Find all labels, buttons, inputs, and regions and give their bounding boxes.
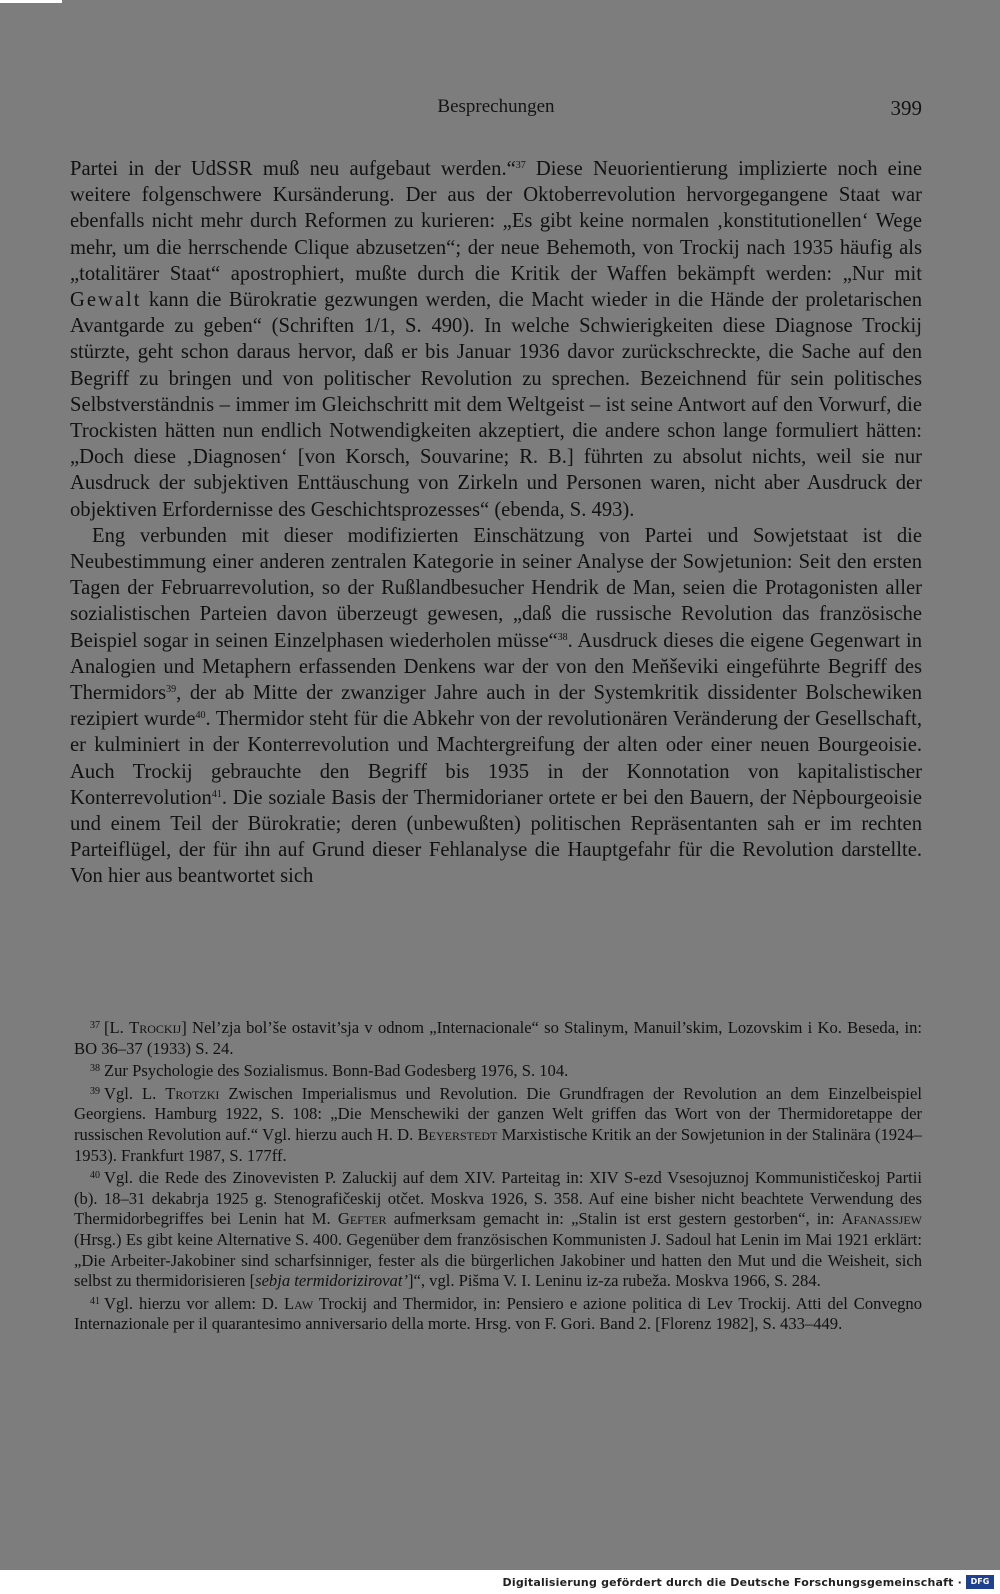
footnote-number: 39 <box>90 1085 100 1097</box>
page-number: 399 <box>890 96 922 120</box>
author-name: Trotzki <box>165 1083 220 1103</box>
funding-note: Digitalisierung gefördert durch die Deutsche Forschungsgemeinschaft · <box>502 1576 962 1589</box>
text-run: Eng verbunden mit dieser modifizierten Einschätzung von Partei und Sowjetstaat ist die Neubestimmung einer anderen zentralen Kategorie in seiner Analyse der Sowjetunion: Seit den ersten Tagen der Februarrevolution, so der Rußlandbesucher Hendrik de Man, seien die Protagonisten aller sozialistischen Parteien davon überzeugt gewesen, „daß die russische Revolution das französische Beispiel sogar in seinen Einzelphasen wiederholen müsse“ <box>70 524 922 652</box>
text-run: . Die soziale Basis der Thermidorianer ortete er bei den Bauern, der Nėpbourgeoisie und einem Teil der Bürokratie; deren (unbewußten) politischen Repräsentanten sah er im rechten Parteiflügel, der für ihn auf Grund dieser Fehlanalyse die Hauptgefahr für die Revolution darstellte. Von hier aus beantwortet sich <box>70 786 922 888</box>
footnote-ref: 39 <box>166 684 177 696</box>
italic-quote: sebja termidorizirovat’ <box>255 1271 408 1291</box>
text-run: Diese Neuorientierung implizierte noch eine weitere folgenschwere Kursänderung. Der aus der Oktoberrevolution hervorgegangene Staat war ebenfalls nicht mehr durch Reformen zu kurieren: „Es gibt keine normalen ‚konstitutionellen‘ Wege mehr, um die herrschende Clique abzusetzen“; der neue Behemoth, von Trockij nach 1935 häufig als „totalitärer Staat“ apostrophiert, mußte durch die Kritik der Waffen bekämpft werden: „Nur mit <box>70 158 922 285</box>
footnote-text: Zur Psychologie des Sozialismus. Bonn-Bad Godesberg 1976, S. 104. <box>104 1061 569 1081</box>
footnote-text: Vgl. die Rede des Zinovevisten P. Zaluckij auf dem XIV. Parteitag in: XIV S-ezd Vsesojuznoj Kommunističeskoj Partii (b). 18–31 dekabrja 1925 g. Stenografičeskij otčet. Moskva 1926, S. 358. Auf eine bisher nicht beachtete Verwendung des Thermidorbegriffes bei Lenin hat M. <box>74 1168 922 1229</box>
author-name: Trockij <box>129 1018 182 1037</box>
body-text <box>70 156 922 890</box>
footnote-text: [L. <box>104 1018 130 1037</box>
text-run: . Thermidor steht für die Abkehr von der revolutionären Veränderung der Gesellschaft, er kulminiert in der Konterrevolution und Machtergreifung der alten oder einer neuen Bourgeoisie. Auch Trockij gebrauchte den Begriff bis 1935 in der Konnotation von kapitalistischer Konterrevolution <box>70 708 923 809</box>
footnote-38 <box>74 1059 922 1082</box>
scan-corner-mark <box>0 0 62 3</box>
text-run: . Ausdruck dieses die eigene Gegenwart in Analogien und Metaphern erfassenden Denkens war der von den Men̆ševiki eingeführte Begriff des Thermidors <box>70 629 922 705</box>
footnote-text: Vgl. hierzu vor allem: D. <box>104 1293 285 1313</box>
footnote-text: ] Nel’zja bol’še ostavit’sja v odnom „Internacionale“ so Stalinym, Manuil’skim, Lozovskim i Ko. Beseda, in: BO 36–37 (1933) S. 24. <box>74 1018 922 1058</box>
text-run: kann die Bürokratie gezwungen werden, die Macht wieder in die Hände der proletarischen Avantgarde zu geben“ (Schriften 1/1, S. 490). In welche Schwierigkeiten diese Diagnose Trockij stürzte, geht schon daraus hervor, daß er bis Januar 1936 davor zurückschreckte, die Sache auf den Begriff zu bringen und von politischer Revolution zu sprechen. Bezeichnend für sein politisches Selbstverständnis – immer im Gleichschritt mit dem Weltgeist – ist seine Antwort auf den Vorwurf, die Trockisten hätten nun endlich Notwendigkeiten akzeptiert, die andere schon lange formuliert hätten: „Doch diese ‚Diagnosen‘ [von Korsch, Souvarine; R. B.] führten zu absolut nichts, weil sie nur Ausdruck der subjektiven Enttäuschung von Zirkeln und Personen waren, nicht aber Ausdruck der objektiven Erfordernisse des Geschichtsprozesses“ (ebenda, S. 493). <box>70 289 922 521</box>
running-title: Besprechungen <box>437 96 555 117</box>
dfg-logo: DFG <box>966 1575 994 1589</box>
footnote-ref: 40 <box>195 710 206 722</box>
running-head <box>70 96 922 126</box>
paragraph-2 <box>70 523 922 890</box>
footnote-number: 40 <box>90 1170 100 1182</box>
footnote-text: Marxistische Kritik an der Sowjetunion in der Stalinära (1924–1953). Frankfurt 1987, S. 177ff. <box>74 1124 922 1165</box>
author-name: Afanassjew <box>841 1209 922 1229</box>
footnote-41 <box>74 1292 922 1335</box>
footnote-number: 41 <box>90 1295 100 1307</box>
footnote-text: (Hrsg.) Es gibt keine Alternative S. 400. Gegenüber dem französischen Kommunisten J. Sadoul hat Lenin im Mai 1921 erklärt: „Die Arbeiter-Jakobiner sind scharfsinniger, fester als die bürgerlichen Jakobiner und hatten den Mut und die Weisheit, sich selbst zu thermidorisieren [ <box>74 1229 922 1291</box>
footnote-37 <box>74 1016 922 1059</box>
footnotes <box>74 1016 922 1335</box>
footnote-ref: 41 <box>211 788 222 800</box>
footnote-text: Trockij and Thermidor, in: Pensiero e azione politica di Lev Trockij. Atti del Convegno Internazionale per il quarantesimo anniversario della morte. Hrsg. von F. Gori. Band 2. [Florenz 1982], S. 433–449. <box>74 1293 922 1334</box>
footnote-text: Vgl. L. <box>104 1083 166 1103</box>
author-name: Gefter <box>337 1209 387 1229</box>
paragraph-1 <box>70 156 922 523</box>
footnote-text: Zwischen Imperialismus und Revolution. Die Grundfragen der Revolution an dem Einzelbeispiel Georgiens. Hamburg 1922, S. 108: „Die Menschewiki der ganzen Welt griffen das Wort von der Thermidoretappe der russischen Revolution auf.“ Vgl. hierzu auch H. D. <box>74 1083 922 1144</box>
footnote-39 <box>74 1082 922 1166</box>
footnote-40 <box>74 1166 922 1292</box>
footnote-number: 37 <box>90 1020 100 1031</box>
footnote-number: 38 <box>90 1063 100 1075</box>
footnote-text: aufmerksam gemacht in: „Stalin ist erst gestern gestorben“, in: <box>386 1209 842 1229</box>
footnote-ref: 38 <box>557 631 568 643</box>
footnote-ref: 37 <box>515 160 526 171</box>
text-run: , der ab Mitte der zwanziger Jahre auch in der Systemkritik dissidenter Bolschewiken rezipiert wurde <box>70 682 922 731</box>
author-name: Beyerstedt <box>417 1124 498 1144</box>
text-run: Partei in der UdSSR muß neu aufgebaut werden.“ <box>70 158 516 180</box>
author-name: Law <box>284 1293 314 1313</box>
emphasis-spaced: Gewalt <box>70 289 142 312</box>
footnote-text: ]“, vgl. Pis̆ma V. I. Leninu iz-za rubeža. Moskva 1966, S. 284. <box>407 1271 821 1291</box>
